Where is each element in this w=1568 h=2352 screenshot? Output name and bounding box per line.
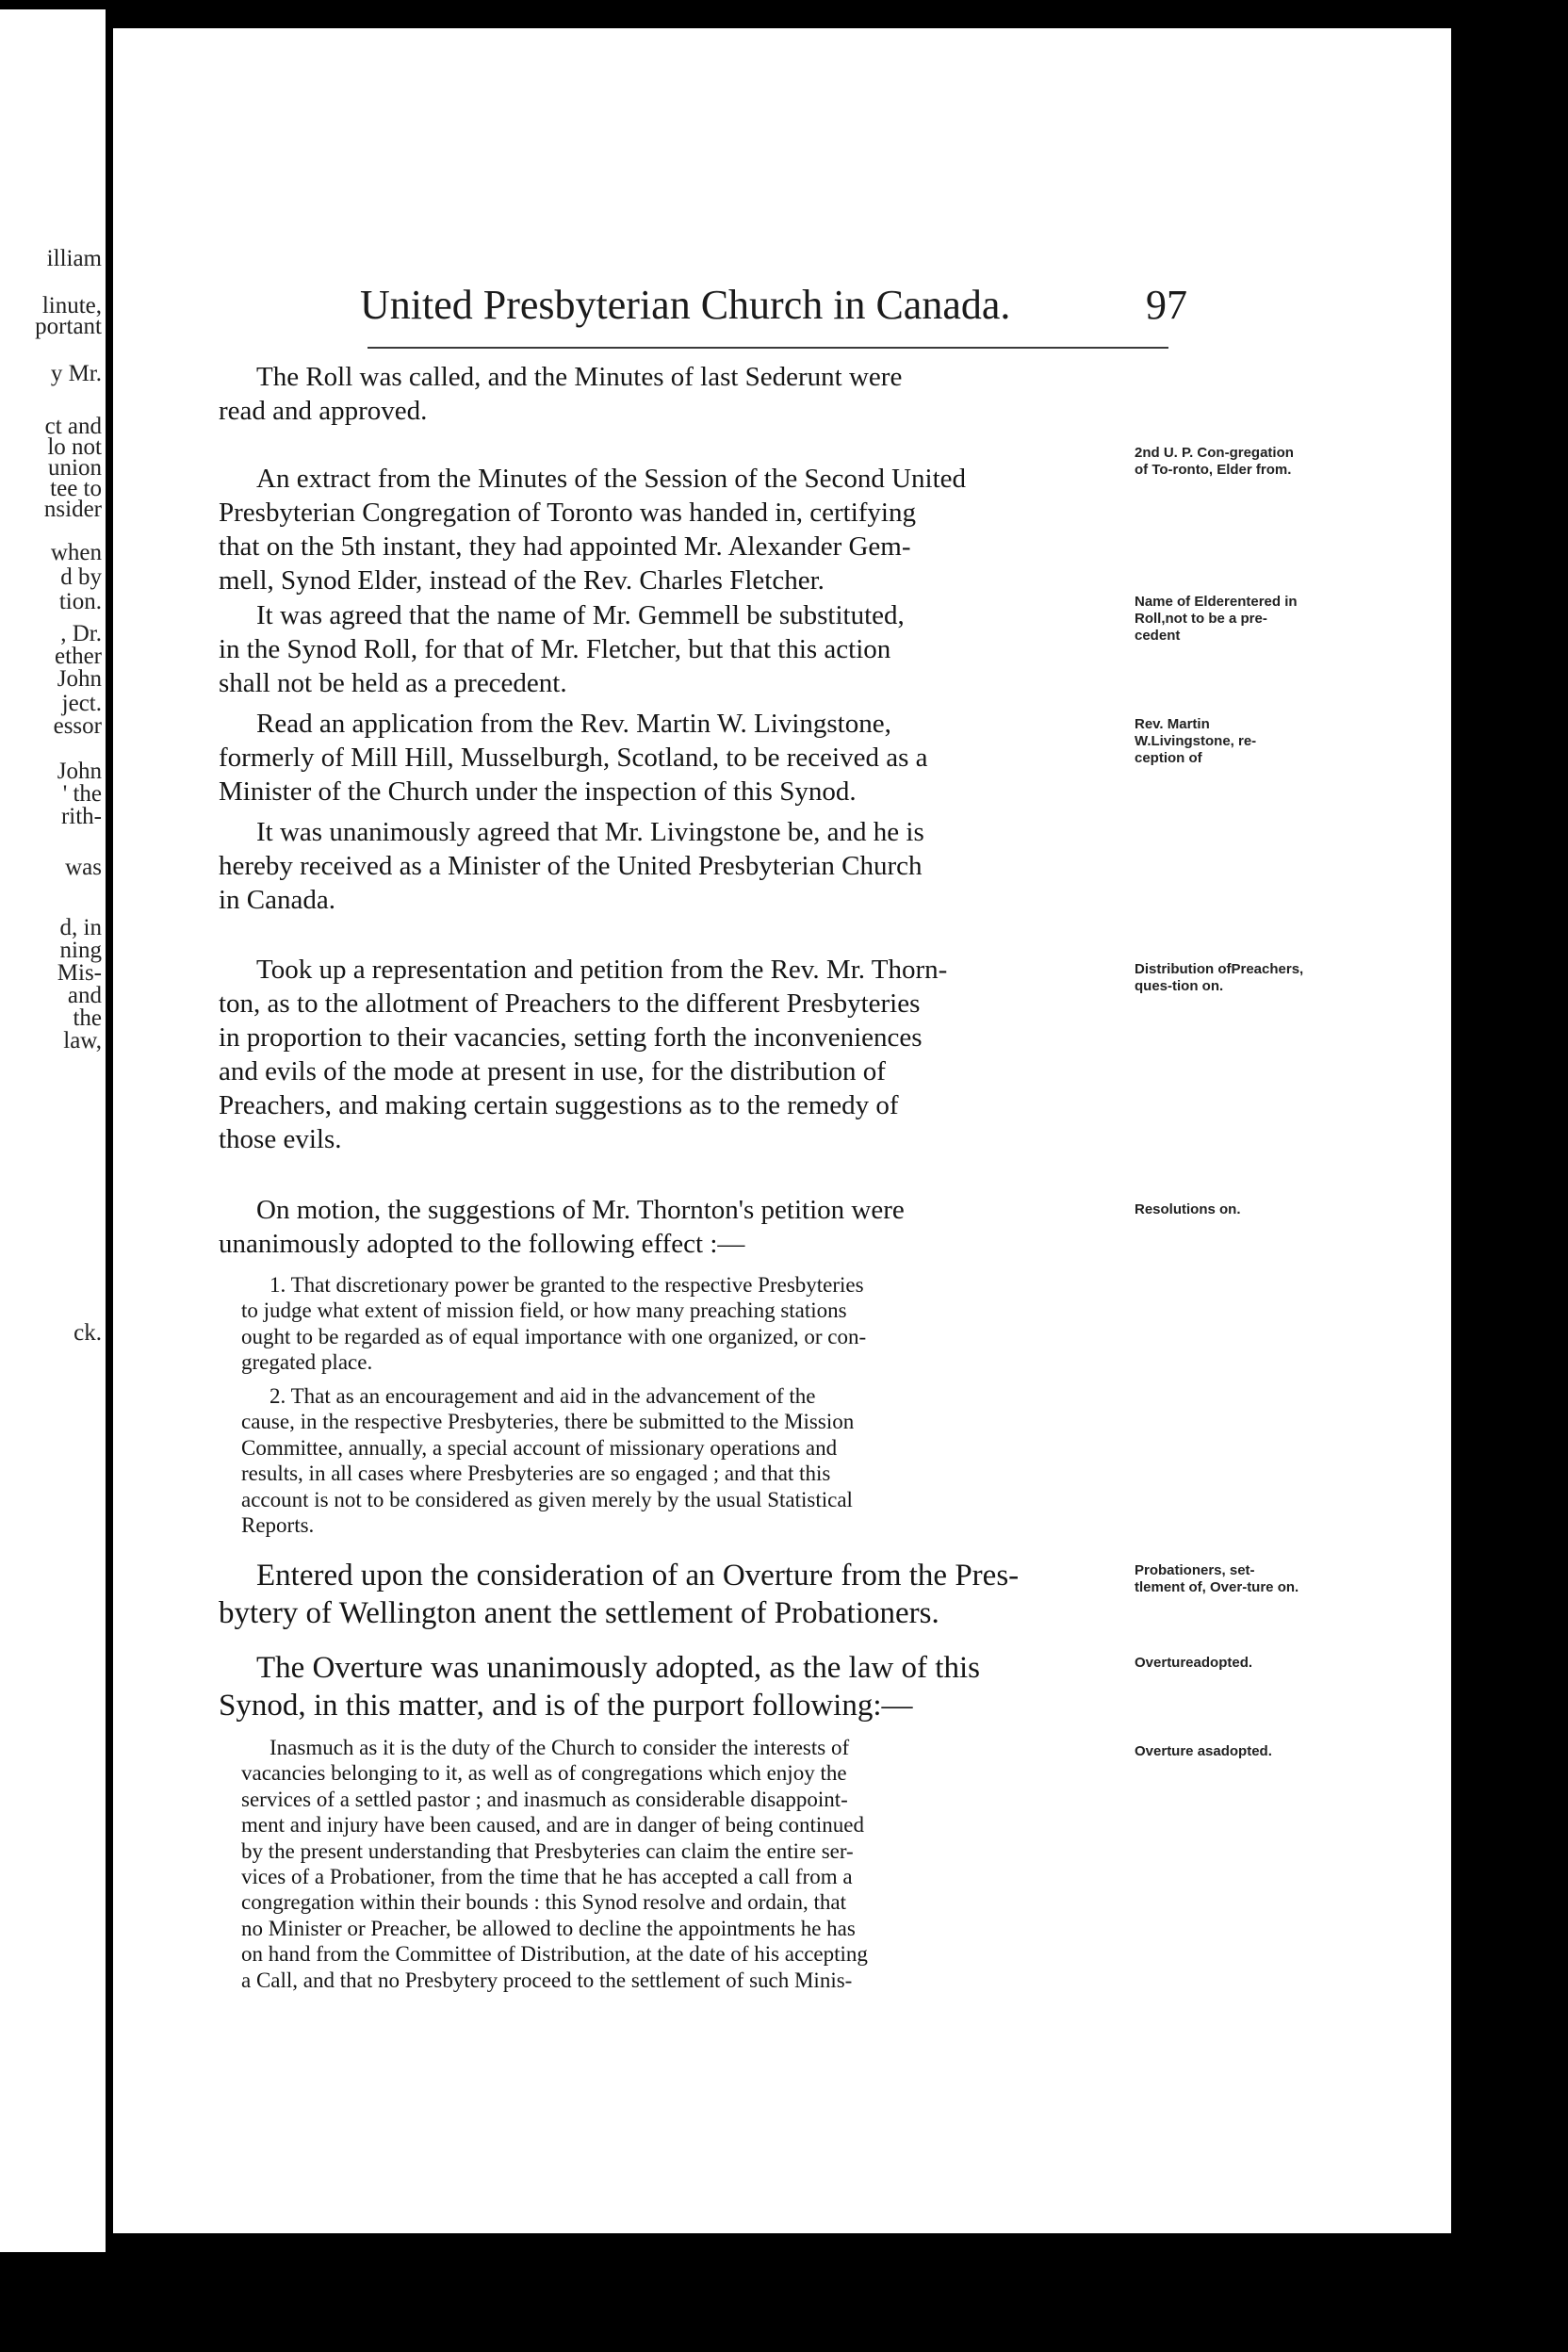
previous-page-fragment: , Dr.: [60, 621, 102, 646]
text-line: Synod, in this matter, and is of the purport following:—: [219, 1689, 913, 1723]
margin-note-elder: [1135, 445, 1304, 479]
previous-page-fragment: portant: [35, 314, 102, 339]
text-line: congregation within their bounds : this Synod resolve and ordain, that: [241, 1890, 846, 1915]
text-line: Overture as: [1135, 1743, 1214, 1759]
previous-page-fragment: when: [50, 540, 102, 565]
paragraph-livingstone-received: [219, 815, 1125, 917]
previous-page-fragment: law,: [63, 1028, 102, 1054]
text-line: ment and injury have been caused, and are in danger of being continued: [241, 1813, 865, 1838]
overture-text: [241, 1735, 1127, 1993]
previous-page-fragment: Mis-: [57, 960, 102, 986]
text-line: those evils.: [219, 1124, 342, 1154]
previous-page-fragment: ck.: [74, 1320, 102, 1346]
previous-page-fragment: illiam: [46, 246, 102, 271]
text-line: Presbyterian Congregation of Toronto was handed in, certifying: [219, 498, 916, 528]
previous-page-fragment: John: [57, 759, 102, 784]
text-line: 2. That as an encouragement and aid in the advancement of the: [270, 1384, 816, 1408]
text-line: bytery of Wellington anent the settlement of Probationers.: [219, 1596, 939, 1630]
text-line: ception of: [1135, 750, 1202, 766]
paragraph-livingstone-application: [219, 707, 1125, 808]
text-line: no Minister or Preacher, be allowed to decline the appointments he has: [241, 1916, 856, 1940]
paragraph-session-extract: [219, 462, 1125, 597]
text-line: Entered upon the consideration of an Overture from the Pres-: [256, 1559, 1020, 1592]
text-line: Inasmuch as it is the duty of the Church to consider the interests of: [270, 1736, 850, 1759]
previous-page-fragment: rith-: [60, 804, 102, 829]
text-line: formerly of Mill Hill, Musselburgh, Scotland, to be received as a: [219, 743, 928, 773]
document-page: [113, 28, 1451, 2233]
running-title: United Presbyterian Church in Canada.: [360, 282, 1011, 328]
previous-page-fragment: ' the: [62, 781, 102, 807]
previous-page-fragment: y Mr.: [50, 361, 102, 386]
margin-note-livingstone: [1135, 716, 1304, 767]
margin-note-probationers: [1135, 1562, 1304, 1596]
paragraph-thornton-petition: [219, 953, 1125, 1156]
previous-page-fragment: John: [57, 666, 102, 692]
text-line: Overture: [1135, 1655, 1194, 1671]
paragraph-overture-wellington: [219, 1557, 1125, 1632]
previous-page-fragment: and: [67, 983, 102, 1008]
text-line: entered in Roll,: [1135, 594, 1298, 627]
text-line: ton, as to the allotment of Preachers to the different Presbyteries: [219, 988, 921, 1019]
text-line: that on the 5th instant, they had appointed Mr. Alexander Gem-: [219, 531, 911, 562]
previous-page-fragment: union: [48, 455, 102, 481]
text-line: vacancies belonging to it, as well as of congregations which enjoy the: [241, 1761, 847, 1786]
previous-page-fragment: essor: [53, 713, 102, 739]
text-line: in Canada.: [219, 885, 336, 915]
text-line: not to be a pre-: [1165, 611, 1267, 627]
text-line: in the Synod Roll, for that of Mr. Fletcher, but that this action: [219, 634, 891, 664]
text-line: Name of Elder: [1135, 594, 1230, 610]
text-line: The Overture was unanimously adopted, as the law of this: [256, 1651, 980, 1685]
margin-note-resolutions: [1135, 1201, 1304, 1218]
previous-page-fragment: linute,: [41, 293, 102, 318]
margin-note-overture-adopted: [1135, 1655, 1304, 1672]
text-line: to judge what extent of mission field, or how many preaching stations: [241, 1298, 847, 1323]
text-line: Rev. Martin W.: [1135, 716, 1210, 749]
text-line: Committee, annually, a special account of missionary operations and: [241, 1435, 838, 1460]
previous-page-fragment: ning: [59, 938, 102, 963]
text-line: Probationers, set-: [1135, 1562, 1255, 1578]
text-line: mell, Synod Elder, instead of the Rev. Charles Fletcher.: [219, 565, 825, 596]
text-line: Read an application from the Rev. Martin W. Livingstone,: [256, 709, 891, 739]
text-line: Took up a representation and petition from the Rev. Mr. Thorn-: [256, 955, 948, 985]
previous-page-fragment: nsider: [43, 497, 102, 522]
margin-note-name-entered: [1135, 594, 1304, 645]
text-line: on hand from the Committee of Distribution, at the date of his accepting: [241, 1942, 868, 1967]
previous-page-fragment: lo not: [47, 434, 102, 460]
previous-page-fragment: ject.: [61, 691, 102, 716]
previous-page-fragment: ct and: [44, 414, 102, 439]
text-line: adopted.: [1193, 1655, 1253, 1671]
previous-page-edge: [0, 9, 106, 2252]
text-line: Reports.: [241, 1513, 315, 1538]
text-line: tlement of, Over-: [1135, 1579, 1248, 1595]
text-line: hereby received as a Minister of the United Presbyterian Church: [219, 851, 923, 881]
text-line: ture on.: [1247, 1579, 1299, 1595]
text-line: vices of a Probationer, from the time that he has accepted a call from a: [241, 1865, 853, 1889]
margin-note-overture-as-adopted: [1135, 1743, 1304, 1760]
text-line: On motion, the suggestions of Mr. Thornton's petition were: [256, 1195, 905, 1225]
text-line: and evils of the mode at present in use, for the distribution of: [219, 1056, 886, 1086]
previous-page-fragment: tion.: [58, 589, 102, 614]
previous-page-fragment: d, in: [59, 915, 102, 940]
text-line: ronto, Elder from.: [1172, 462, 1292, 478]
text-line: shall not be held as a precedent.: [219, 668, 567, 698]
text-line: Livingstone, re-: [1151, 733, 1257, 749]
text-line: Resolutions on.: [1135, 1201, 1241, 1217]
text-line: 1. That discretionary power be granted to the respective Presbyteries: [270, 1273, 864, 1297]
header-rule: [368, 347, 1168, 349]
text-line: read and approved.: [219, 396, 428, 426]
text-line: cause, in the respective Presbyteries, there be submitted to the Mission: [241, 1410, 855, 1434]
text-line: gregation of To-: [1135, 445, 1294, 478]
text-line: Distribution of: [1135, 961, 1232, 977]
text-line: 2nd U. P. Con-: [1135, 445, 1230, 461]
text-line: adopted.: [1213, 1743, 1272, 1759]
text-line: Preachers, and making certain suggestions as to the remedy of: [219, 1090, 899, 1120]
previous-page-fragment: tee to: [50, 476, 102, 501]
paragraph-overture-adopted: [219, 1649, 1125, 1724]
text-line: It was agreed that the name of Mr. Gemmell be substituted,: [256, 600, 905, 630]
text-line: services of a settled pastor ; and inasmuch as considerable disappoint-: [241, 1787, 848, 1811]
paragraph-roll-called: [219, 360, 1125, 428]
previous-page-fragment: d by: [60, 564, 102, 590]
text-line: It was unanimously agreed that Mr. Livingstone be, and he is: [256, 817, 924, 847]
text-line: account is not to be considered as given merely by the usual Statistical: [241, 1487, 853, 1511]
resolution-1: [241, 1272, 1127, 1376]
text-line: a Call, and that no Presbytery proceed to the settlement of such Minis-: [241, 1968, 853, 1992]
text-line: tion on.: [1172, 978, 1224, 994]
previous-page-fragment: ether: [55, 644, 102, 669]
text-line: ought to be regarded as of equal importance with one organized, or con-: [241, 1324, 867, 1348]
text-line: An extract from the Minutes of the Session of the Second United: [256, 464, 967, 494]
paragraph-name-substituted: [219, 598, 1125, 700]
text-line: cedent: [1135, 628, 1181, 644]
text-line: unanimously adopted to the following effect :—: [219, 1229, 745, 1259]
text-line: Preachers, ques-: [1135, 961, 1304, 994]
previous-page-fragment: the: [73, 1005, 102, 1031]
page-number: 97: [1146, 282, 1187, 328]
text-line: by the present understanding that Presbyteries can claim the entire ser-: [241, 1838, 854, 1863]
margin-note-distribution: [1135, 961, 1304, 995]
text-line: results, in all cases where Presbyteries are so engaged ; and that this: [241, 1462, 831, 1486]
text-line: Minister of the Church under the inspection of this Synod.: [219, 776, 857, 807]
resolution-2: [241, 1383, 1127, 1538]
previous-page-fragment: was: [65, 855, 102, 880]
text-line: The Roll was called, and the Minutes of last Sederunt were: [256, 362, 903, 392]
paragraph-motion: [219, 1193, 1125, 1261]
text-line: gregated place.: [241, 1350, 373, 1375]
text-line: in proportion to their vacancies, setting forth the inconveniences: [219, 1022, 923, 1053]
